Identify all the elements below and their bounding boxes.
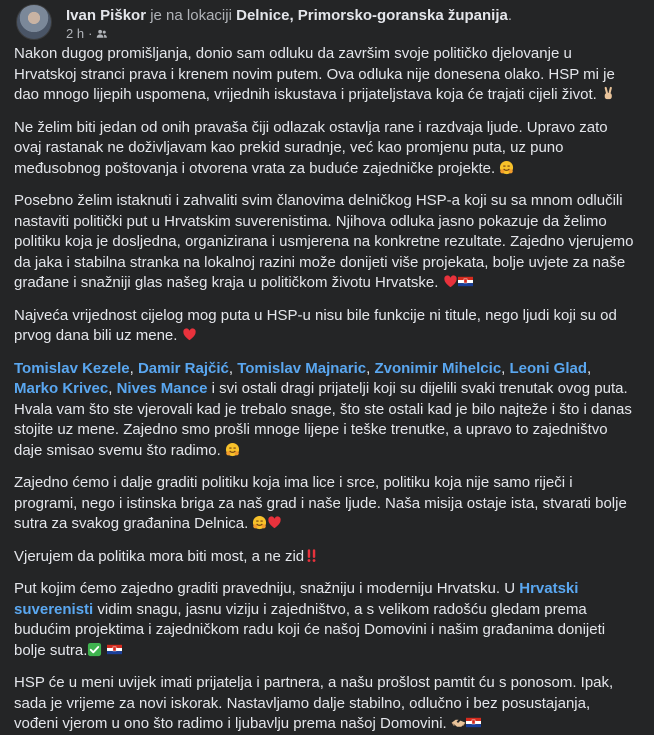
tag-leoni-glad[interactable]: Leoni Glad: [509, 359, 588, 377]
location-prefix: je na lokaciji: [150, 7, 232, 24]
paragraph-4: [14, 306, 638, 347]
tag-separator: ,: [501, 359, 510, 377]
tag-separator: ,: [587, 359, 592, 377]
tag-damir-rajcic[interactable]: Damir Rajčić: [137, 359, 229, 377]
paragraph-3: [14, 191, 638, 294]
paragraph-6-text: Zajedno ćemo i dalje graditi politiku koja ima lice i srce, politiku koja nije samo riječi i programi, nego i istinska briga za naš grad i naše ljude. Naša misija ostaje ista, stvarati bolje sutra za svakog građanina Delnica.: [14, 474, 627, 532]
tag-nives-mance[interactable]: Nives Mance: [116, 380, 208, 397]
tag-zvonimir-mihelcic[interactable]: Zvonimir Mihelcic: [374, 359, 502, 377]
paragraph-7: [14, 547, 638, 568]
paragraph-4-text: Najveća vrijednost cijelog mog puta u HSP-u nisu bile funkcije ni titule, nego ljudi koji su od prvog dana bili uz mene.: [14, 306, 617, 344]
croatia-flag-icon: [466, 715, 481, 730]
paragraph-8-text-start: Put kojim ćemo zajedno graditi pravedniju, snažniju i moderniju Hrvatsku. U: [14, 580, 520, 597]
check-mark-icon: [87, 642, 102, 657]
tag-separator: ,: [366, 359, 375, 377]
double-exclamation-icon: [304, 548, 319, 563]
paragraph-9-text: HSP će u meni uvijek imati prijatelja i partnera, a našu prošlost pamtit ću s ponosom. Ipak, sada je vrijeme za novi iskorak. Nastavljamo dalje stabilno, odlučno i bez posustajanja, vođeni vjerom u ono što radimo i ljubavlju prema našoj Domovini.: [14, 674, 614, 732]
handshake-icon: [451, 715, 466, 730]
paragraph-5: [14, 359, 638, 462]
paragraph-8-text-end: vidim snagu, jasnu viziju i zajedništvo, a s velikom radošću gledam prema budućim projektima i zajedničkom radu koji će našoj Domovini i našim građanima donijeti bolje sutra.: [14, 600, 606, 659]
tag-marko-krivec[interactable]: Marko Krivec: [14, 380, 109, 397]
paragraph-1-text: Nakon dugog promišljanja, donio sam odluku da završim svoje političko djelovanje u Hrvatskoj stranci prava i krenem novim putem. Ova odluka nije donesena olako. HSP mi je dao mnogo lijepih uspomena, vrijednih iskustava i prijateljstava koja će trajati cijeli život.: [14, 45, 615, 103]
paragraph-2-text: Ne želim biti jedan od onih pravaša čiji odlazak ostavlja rane i razdvaja ljude. Upravo zato ovaj rastanak ne doživljavam kao prekid suradnje, već kao promjenu puta, uz puno međusobnog poštovanja i otvorena vrata za buduće zajedničke projekte.: [14, 118, 608, 177]
tag-separator: ,: [228, 359, 238, 377]
post-time[interactable]: 2 h: [66, 26, 85, 41]
red-heart-icon: [443, 274, 458, 289]
post-header: [12, 0, 642, 44]
hugging-face-icon: [252, 515, 267, 530]
meta-dot: ·: [88, 26, 93, 41]
tag-separator: ,: [129, 359, 138, 377]
tag-tomislav-majnaric[interactable]: Tomislav Majnaric: [237, 359, 367, 377]
croatia-flag-icon: [458, 274, 473, 289]
post-meta: [66, 26, 108, 42]
post-body: [12, 44, 642, 735]
hugging-face-icon: [225, 442, 240, 457]
page-link-hrvatski-suverenisti[interactable]: Hrvatski suverenisti: [14, 580, 579, 618]
red-heart-icon: [182, 327, 197, 342]
tag-tomislav-kezele[interactable]: Tomislav Kezele: [14, 359, 130, 377]
paragraph-3-text: Posebno želim istaknuti i zahvaliti svim članovima delničkog HSP-a koji su sa mnom odlučili nastaviti politički put u Hrvatskim suverenistima. Njihova odluka jasno pokazuje da želimo politiku koja je dosljedna, organizirana i usmjerena na konkretne rezultate. Zajedno vjerujemo da jaka i stabilna stranka na lokalnoj razini može donijeti više projekata, bolje uvjete za naše građane i snažniji glas našeg kraja u političkom životu Hrvatske.: [14, 192, 634, 291]
croatia-flag-icon: [107, 642, 122, 657]
author-avatar[interactable]: [16, 4, 52, 40]
location-trailing: .: [507, 7, 513, 24]
paragraph-8: [14, 579, 638, 661]
paragraph-9: [14, 673, 638, 735]
paragraph-7-text: Vjerujem da politika mora biti most, a ne zid: [14, 547, 305, 565]
hugging-face-icon: [499, 160, 514, 175]
paragraph-1: [14, 44, 638, 106]
paragraph-5-text: i svi ostali dragi prijatelji koji su dijelili svaki trenutak ovog puta. Hvala vam što ste vjerovali kad je trebalo snage, što ste ostali kad je bilo najteže i što i danas stojite uz mene. Zajedno smo prošli mnoge lijepe i teške trenutke, a upravo to zajedništvo daje smisao svemu što radimo.: [14, 380, 632, 459]
friends-icon[interactable]: [96, 28, 108, 40]
red-heart-icon: [267, 515, 282, 530]
paragraph-2: [14, 118, 638, 180]
victory-hand-icon: [601, 86, 616, 101]
author-name[interactable]: Ivan Piškor: [66, 7, 147, 24]
tag-separator: ,: [108, 380, 117, 397]
paragraph-6: [14, 473, 638, 535]
author-line: [66, 7, 512, 25]
location-name[interactable]: Delnice, Primorsko-goranska županija: [236, 7, 508, 24]
